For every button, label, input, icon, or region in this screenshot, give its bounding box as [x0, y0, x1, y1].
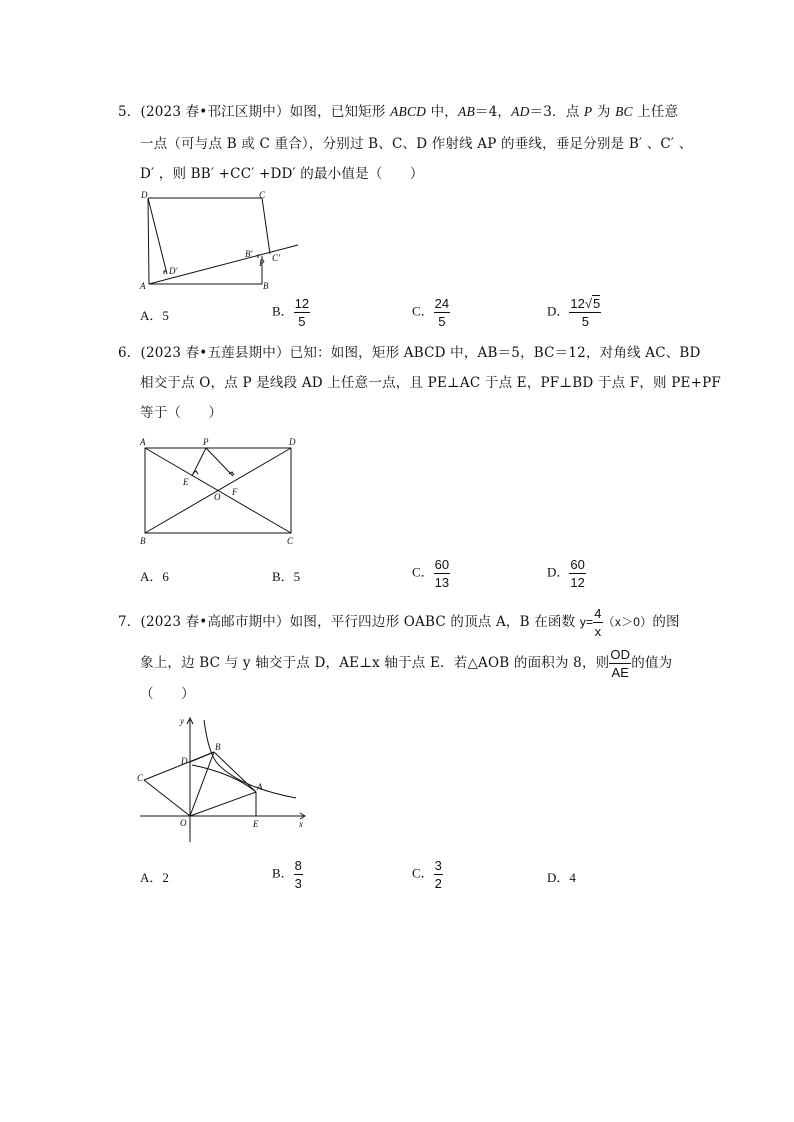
q7-label-E: E	[253, 819, 259, 829]
q7-option-c[interactable]: C． $\frac{3}{2}$	[412, 858, 442, 891]
q7-option-d[interactable]: D．4	[547, 870, 576, 885]
q6-label-C: C	[287, 536, 294, 546]
q5-label-Dp: D′	[169, 266, 178, 276]
q6-label-P: P	[203, 437, 209, 447]
q6-stem-line-1: 6．(2023 春•五莲县期中）已知：如图，矩形 ABCD 中，AB＝5，BC＝12，对角线 AC、BD	[118, 345, 701, 361]
q7-label-y: y	[180, 716, 184, 726]
q5-label-Bp: B′	[245, 249, 253, 259]
q5-label-Cp: C′	[272, 253, 280, 263]
q6-label-F: F	[232, 487, 238, 497]
q7-option-a[interactable]: A．2	[140, 870, 169, 885]
q5-label-D: D	[141, 190, 148, 200]
q5-figure	[135, 188, 305, 298]
q5-option-b[interactable]: B． $\frac{12}{5}$	[272, 296, 310, 329]
q5-stem-line-1: 5．(2023 春•邗江区期中）如图，已知矩形 ABCD 中，AB＝4，AD＝3．点 P 为 BC 上任意	[118, 104, 679, 120]
q6-stem-line-3: 等于（ ）	[140, 405, 223, 421]
q7-option-b[interactable]: B． $\frac{8}{3}$	[272, 858, 302, 891]
q6-option-d[interactable]: D． $\frac{60}{12}$	[547, 557, 585, 590]
q5-label-C: C	[259, 190, 266, 200]
q5-option-c[interactable]: C． $\frac{24}{5}$	[412, 296, 450, 329]
q5-label-P: P	[259, 258, 265, 268]
q6-label-D: D	[289, 437, 296, 447]
q7-label-D: D	[181, 756, 188, 766]
q6-label-E: E	[183, 477, 189, 487]
q7-label-B: B	[215, 742, 221, 752]
q6-label-A: A	[140, 437, 146, 447]
q5-label-A: A	[140, 281, 146, 291]
q6-label-B: B	[140, 536, 146, 546]
q7-label-O: O	[180, 818, 187, 828]
q5-option-d[interactable]: D． $\frac{12√5}{5}$	[547, 296, 601, 329]
q5-option-a[interactable]: A．5	[140, 308, 169, 323]
q6-figure	[136, 437, 306, 547]
q7-label-x: x	[299, 819, 303, 829]
q6-stem-line-2: 相交于点 O，点 P 是线段 AD 上任意一点，且 PE⊥AC 于点 E，PF⊥BD 于点 F，则 PE+PF	[140, 375, 721, 391]
q7-stem-line-1: 7．(2023 春•高邮市期中）如图，平行四边形 OABC 的顶点 A，B 在函数 y= $\frac{4}{x}$ （x＞0）的图	[118, 606, 680, 639]
q6-option-a[interactable]: A．6	[140, 569, 169, 584]
q5-stem-line-3: D′ ，则 BB′ +CC′ +DD′ 的最小值是（ ）	[140, 166, 424, 182]
q7-figure	[134, 710, 314, 850]
q7-stem-line-2: 象上，边 BC 与 y 轴交于点 D，AE⊥x 轴于点 E．若△AOB 的面积为 8，则 $\frac{OD}{AE}$ 的值为	[140, 647, 673, 680]
q6-label-O: O	[214, 492, 221, 502]
q5-label-B: B	[263, 281, 269, 291]
q7-label-C: C	[137, 773, 144, 783]
q5-stem-line-2: 一点（可与点 B 或 C 重合），分别过 B、C、D 作射线 AP 的垂线，垂足分别是 B′ 、C′ 、	[140, 136, 693, 152]
q7-label-A: A	[257, 782, 263, 792]
q6-option-b[interactable]: B．5	[272, 569, 301, 584]
q7-stem-line-3: （ ）	[140, 686, 195, 702]
q6-option-c[interactable]: C． $\frac{60}{13}$	[412, 557, 450, 590]
